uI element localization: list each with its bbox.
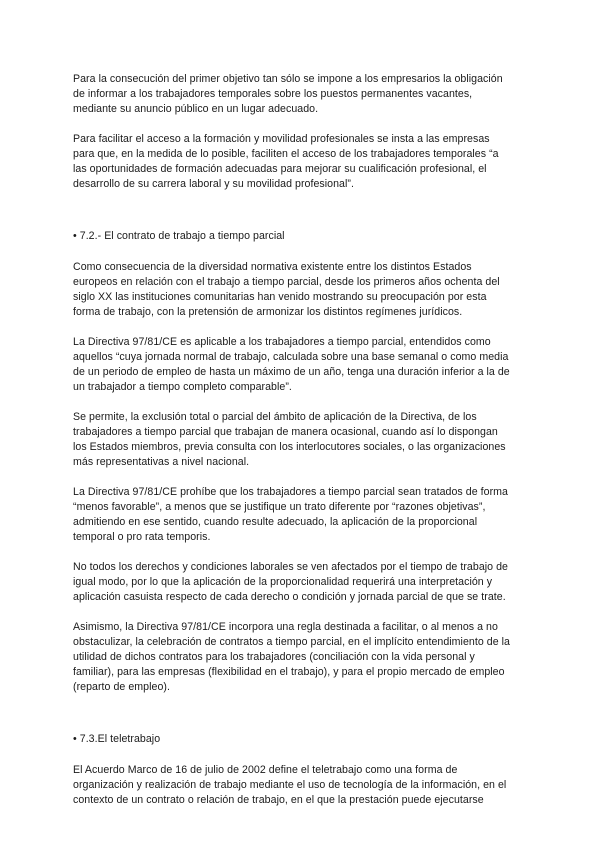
- paragraph-temporary-workers-info: Para la consecución del primer objetivo tan sólo se impone a los empresarios la obligación de informar a los trabajadores temporales sobre los puestos permanentes vacantes, mediante su anuncio público en un lugar adecuado.: [73, 73, 503, 115]
- section-spacer: [73, 207, 527, 229]
- paragraph-telework-definition: El Acuerdo Marco de 16 de julio de 2002 define el teletrabajo como una forma de organización y realización de trabajo mediante el uso de tecnología de la información, en el contexto de un contrato o relación de trabajo, en el que la prestación puede ejecutarse: [73, 764, 507, 806]
- paragraph-directive-scope: La Directiva 97/81/CE es aplicable a los trabajadores a tiempo parcial, entendidos como aquellos “cuya jornada normal de trabajo, calculada sobre una base semanal o como media de un periodo de empleo de hasta un máximo de un año, tenga una duración inferior a la de un trabajador a tiempo completo comparable”.: [73, 336, 510, 393]
- section-heading-7-3: • 7.3.El teletrabajo: [73, 733, 161, 745]
- paragraph-training-access: Para facilitar el acceso a la formación y movilidad profesionales se insta a las empresas para que, en la medida de lo posible, faciliten el acceso de los trabajadores temporales “a las oportunidades de formación adecuadas para mejorar su cualificación profesional, el desarrollo de su carrera laboral y su movilidad profesional”.: [73, 133, 499, 190]
- paragraph-exclusion: Se permite, la exclusión total o parcial del ámbito de aplicación de la Directiva, de los trabajadores a tiempo parcial que trabajan de manera ocasional, cuando así lo dispongan los Estados miembros, previa consulta con los interlocutores sociales, o las organizaciones más representativas a nivel nacional.: [73, 411, 506, 468]
- paragraph-non-discrimination: La Directiva 97/81/CE prohíbe que los trabajadores a tiempo parcial sean tratados de forma “menos favorable”, a menos que se justifique un trato diferente por “razones objetivas”, admitiendo en ese sentido, cuando resulte adecuado, la aplicación de la proporcional temporal o pro rata temporis.: [73, 486, 508, 543]
- section-heading-7-2: • 7.2.- El contrato de trabajo a tiempo parcial: [73, 230, 285, 242]
- paragraph-normative-diversity: Como consecuencia de la diversidad normativa existente entre los distintos Estados europeos en relación con el trabajo a tiempo parcial, desde los primeros años ochenta del siglo XX las instituciones comunitarias han venido mostrando su preocupación por esta forma de trabajo, con la pretensión de armonizar los distintos regímenes jurídicos.: [73, 261, 500, 318]
- document-page: [73, 72, 527, 823]
- paragraph-proportionality: No todos los derechos y condiciones laborales se ven afectados por el tiempo de trabajo de igual modo, por lo que la aplicación de la proporcionalidad requerirá una interpretación y aplicación casuista respecto de cada derecho o condición y jornada parcial de que se trate.: [73, 561, 508, 603]
- section-spacer: [73, 710, 527, 732]
- paragraph-facilitation-rule: Asimismo, la Directiva 97/81/CE incorpora una regla destinada a facilitar, o al menos a no obstaculizar, la celebración de contratos a tiempo parcial, en el implícito entendimiento de la utilidad de dichos contratos para los trabajadores (conciliación con la vida personal y familiar), para las empresas (flexibilidad en el trabajo), y para el propio mercado de empleo (reparto de empleo).: [73, 621, 510, 693]
